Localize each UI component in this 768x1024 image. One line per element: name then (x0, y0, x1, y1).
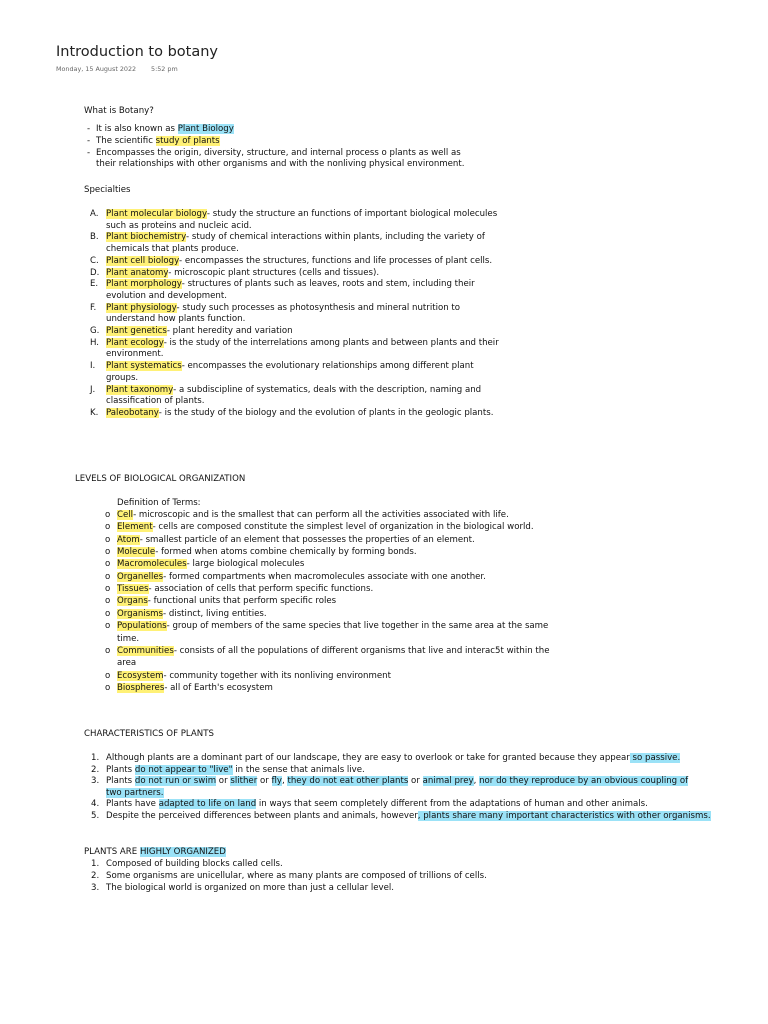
list-marker: 1. (91, 859, 100, 869)
characteristic-item (106, 787, 164, 799)
list-marker: D. (90, 267, 100, 278)
text-run: such as proteins and nucleic acid. (106, 220, 252, 231)
text-run: - distinct, living entities. (163, 608, 267, 619)
text-run: or (216, 776, 231, 786)
highlighted-text: Plant taxonomy (106, 384, 174, 395)
specialty-item (106, 267, 379, 279)
term-item (117, 670, 391, 682)
text-run: Although plants are a dominant part of our landscape, they are easy to overlook or take for granted because they appear (106, 753, 630, 763)
term-item (117, 583, 373, 595)
text-run: - formed compartments when macromolecules associate with one another. (163, 571, 486, 582)
term-item (117, 682, 273, 694)
specialty-item (106, 348, 163, 360)
text-run: or (408, 776, 423, 786)
list-marker: o (105, 571, 111, 582)
term-item (117, 633, 139, 645)
characteristic-item (106, 810, 711, 822)
levels-heading: LEVELS OF BIOLOGICAL ORGANIZATION (75, 474, 246, 484)
text-run: Composed of building blocks called cells. (106, 859, 283, 869)
text-run: time. (117, 633, 140, 644)
list-marker: o (105, 547, 111, 558)
specialty-item (106, 407, 493, 419)
text-run: understand how plants function. (106, 314, 246, 325)
term-item (117, 558, 304, 570)
specialty-item (106, 372, 138, 384)
term-item (117, 571, 486, 583)
term-item (117, 645, 550, 657)
list-marker: o (105, 510, 111, 520)
highlighted-text: Molecule (117, 547, 156, 558)
specialty-item (106, 313, 245, 325)
highlighted-text: Plant anatomy (106, 267, 169, 278)
organized-item (106, 870, 487, 882)
term-item (117, 595, 336, 607)
page-title: Introduction to botany (56, 44, 218, 60)
list-marker: - (87, 147, 91, 158)
highlighted-text: Organelles (117, 571, 164, 582)
text-run: - encompasses the evolutionary relationships among different plant (181, 361, 474, 372)
specialty-item (106, 243, 239, 255)
highlighted-text: Communities (117, 645, 174, 656)
text-run: classification of plants. (106, 396, 205, 407)
highlighted-text: do not appear to "live" (134, 764, 233, 775)
text-run: - consists of all the populations of different organisms that live and interac5t within the (173, 645, 550, 656)
list-marker: 1. (91, 753, 100, 763)
list-marker: G. (90, 326, 100, 336)
list-marker: o (105, 522, 111, 533)
list-marker: F. (90, 302, 97, 313)
specialty-item (106, 384, 481, 396)
text-run: - smallest particle of an element that possesses the properties of an element. (139, 534, 475, 545)
term-item (117, 657, 136, 669)
text-run: PLANTS ARE (84, 847, 140, 857)
highlighted-text: Cell (117, 510, 134, 520)
highlighted-text: Plant systematics (106, 361, 182, 372)
definition-subheading: Definition of Terms: (117, 498, 201, 508)
specialty-item (106, 290, 227, 302)
text-run: - group of members of the same species that live together in the same area at the same (166, 621, 549, 632)
page-date: Monday, 15 August 2022 (56, 65, 137, 73)
specialty-item (106, 220, 252, 232)
text-run: chemicals that plants produce. (106, 244, 239, 255)
highlighted-text: Plant ecology (106, 337, 164, 348)
text-run: their relationships with other organisms and with the nonliving physical environment. (96, 159, 465, 170)
text-run: Some organisms are unicellular, where as many plants are composed of trillions of cells. (106, 870, 487, 881)
characteristic-item (106, 798, 648, 810)
list-marker: J. (90, 384, 96, 395)
list-marker: 5. (91, 810, 100, 821)
list-marker: 3. (91, 882, 100, 893)
highlighted-text: Plant molecular biology (106, 209, 207, 219)
characteristic-item (106, 775, 688, 787)
highlighted-text: Populations (117, 621, 167, 632)
list-marker: 2. (91, 764, 100, 775)
text-run: Plants (106, 776, 135, 786)
list-item (96, 158, 464, 170)
text-run: or (257, 776, 272, 786)
highlighted-text: Tissues (117, 584, 149, 595)
list-marker: o (105, 645, 111, 656)
organized-item (106, 858, 283, 870)
highlighted-text: they do not eat other plants (287, 776, 409, 786)
specialty-item (106, 337, 499, 349)
highlighted-text: study of plants (155, 135, 220, 146)
specialties-heading: Specialties (84, 185, 131, 195)
highlighted-text: fly (271, 776, 282, 786)
organized-item (106, 882, 394, 894)
organized-heading (84, 846, 226, 858)
highlighted-text: two partners. (106, 787, 164, 798)
highlighted-text: adapted to life on land (158, 799, 257, 809)
highlighted-text: Organisms (117, 608, 164, 619)
text-run: in the sense that animals live. (232, 764, 365, 775)
list-marker: o (105, 559, 111, 570)
specialty-item (106, 255, 492, 267)
highlighted-text: HIGHLY ORGANIZED (139, 847, 226, 857)
what-is-botany-heading: What is Botany? (84, 106, 154, 116)
term-item (117, 534, 475, 546)
list-marker: K. (90, 407, 99, 418)
list-marker: I. (90, 361, 96, 372)
text-run: groups. (106, 372, 139, 383)
list-marker: o (105, 621, 111, 632)
specialty-item (106, 360, 474, 372)
specialty-item (106, 395, 204, 407)
highlighted-text: so passive. (629, 753, 681, 763)
text-run: - association of cells that perform specific functions. (148, 584, 374, 595)
list-item (96, 135, 220, 147)
text-run: Plants (106, 764, 135, 775)
text-run: - study the structure an functions of important biological molecules (206, 209, 498, 219)
characteristic-item (106, 752, 680, 764)
page-time: 5:52 pm (151, 65, 178, 73)
highlighted-text: Plant Biology (177, 124, 234, 134)
highlighted-text: Paleobotany (106, 407, 159, 418)
specialty-item (106, 278, 475, 290)
text-run: - formed when atoms combine chemically by forming bonds. (155, 547, 417, 558)
text-run: environment. (106, 349, 164, 360)
list-marker: A. (90, 209, 99, 219)
highlighted-text: Plant physiology (106, 302, 177, 313)
highlighted-text: Atom (117, 534, 140, 545)
specialty-item (106, 208, 497, 220)
text-run: - is the study of the interrelations among plants and between plants and their (163, 337, 499, 348)
text-run: , (282, 776, 288, 786)
list-marker: H. (90, 337, 100, 348)
list-marker: C. (90, 255, 99, 266)
list-marker: o (105, 682, 111, 693)
text-run: Despite the perceived differences between plants and animals, however (106, 810, 418, 821)
text-run: - is the study of the biology and the evolution of plants in the geologic plants. (158, 407, 494, 418)
list-marker: 2. (91, 870, 100, 881)
highlighted-text: Macromolecules (117, 559, 187, 570)
specialty-item (106, 302, 460, 314)
text-run: area (117, 658, 137, 669)
text-run: - cells are composed constitute the simplest level of organization in the biological world. (152, 522, 534, 533)
text-run: evolution and development. (106, 290, 227, 301)
highlighted-text: , plants share many important characteristics with other organisms. (417, 810, 711, 821)
list-marker: E. (90, 279, 99, 290)
highlighted-text: nor do they reproduce by an obvious coupling of (479, 776, 689, 786)
list-marker: B. (90, 232, 99, 243)
highlighted-text: Plant morphology (106, 279, 182, 290)
term-item (117, 521, 534, 533)
highlighted-text: Plant cell biology (106, 255, 180, 266)
term-item (117, 509, 509, 521)
text-run: - structures of plants such as leaves, roots and stem, including their (181, 279, 475, 290)
list-marker: o (105, 596, 111, 607)
characteristic-item (106, 764, 365, 776)
text-run: The biological world is organized on more than just a cellular level. (106, 882, 395, 893)
term-item (117, 546, 417, 558)
list-marker: - (87, 124, 91, 134)
text-run: - microscopic plant structures (cells and tissues). (168, 267, 380, 278)
text-run: - a subdiscipline of systematics, deals with the description, naming and (173, 384, 482, 395)
text-run: in ways that seem completely different from the adaptations of human and other animals. (256, 799, 648, 809)
text-run: - functional units that perform specific roles (147, 596, 337, 607)
text-run: , (473, 776, 480, 786)
term-item (117, 620, 548, 632)
text-run: It is also known as (96, 124, 178, 134)
text-run: - plant heredity and variation (166, 326, 293, 336)
list-marker: o (105, 608, 111, 619)
text-run: - all of Earth's ecosystem (164, 682, 273, 693)
highlighted-text: Element (117, 522, 153, 533)
text-run: - encompasses the structures, functions and life processes of plant cells. (179, 255, 493, 266)
text-run: - microscopic and is the smallest that can perform all the activities associated with life. (133, 510, 509, 520)
list-marker: 3. (91, 776, 100, 786)
highlighted-text: slither (230, 776, 258, 786)
list-item (96, 147, 461, 159)
text-run: - study of chemical interactions within plants, including the variety of (186, 232, 485, 243)
text-run: - large biological molecules (186, 559, 305, 570)
text-run: - study such processes as photosynthesis and mineral nutrition to (176, 302, 461, 313)
text-run: Encompasses the origin, diversity, structure, and internal process o plants as well as (96, 147, 461, 158)
highlighted-text: Organs (117, 596, 148, 607)
list-marker: - (87, 135, 91, 146)
list-marker: o (105, 584, 111, 595)
list-marker: 4. (91, 799, 100, 809)
text-run: - community together with its nonliving environment (163, 670, 391, 681)
text-run: Plants have (106, 799, 159, 809)
highlighted-text: animal prey (422, 776, 474, 786)
highlighted-text: Biospheres (117, 682, 165, 693)
text-run: The scientific (96, 135, 156, 146)
term-item (117, 608, 267, 620)
highlighted-text: do not run or swim (134, 776, 217, 786)
list-marker: o (105, 670, 111, 681)
highlighted-text: Plant biochemistry (106, 232, 187, 243)
characteristics-heading: CHARACTERISTICS OF PLANTS (84, 729, 214, 739)
specialty-item (106, 325, 293, 337)
highlighted-text: Ecosystem (117, 670, 164, 681)
list-item (96, 123, 234, 135)
highlighted-text: Plant genetics (106, 326, 167, 336)
specialty-item (106, 231, 485, 243)
list-marker: o (105, 534, 111, 545)
